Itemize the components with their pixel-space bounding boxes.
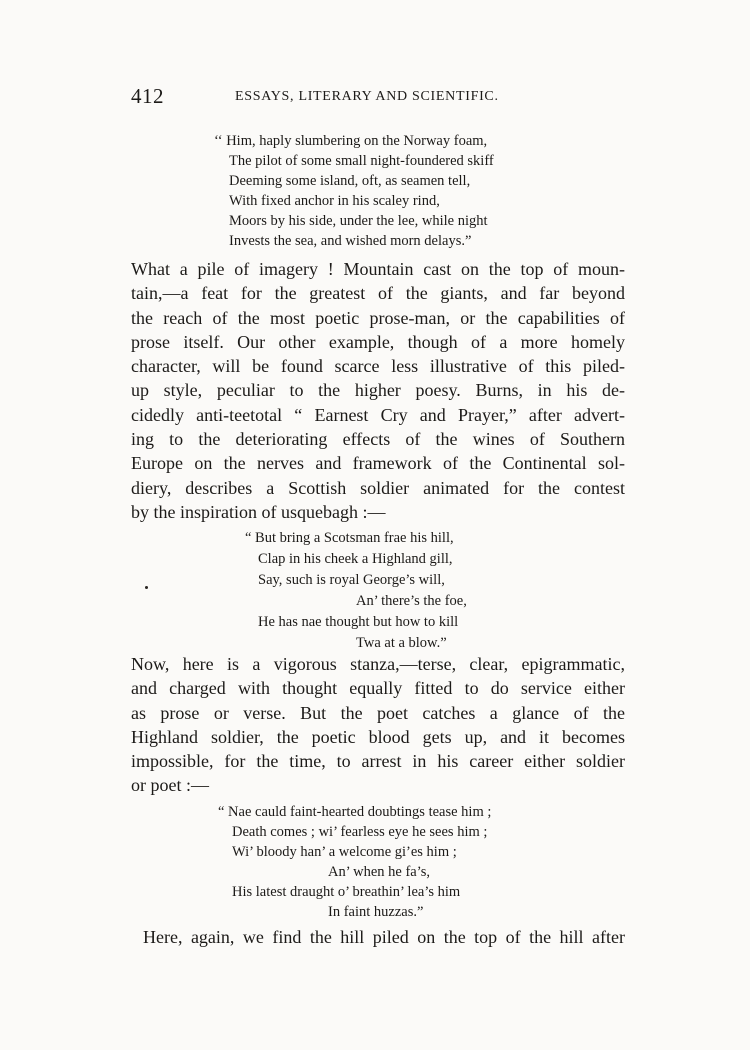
verse-line: Wi’ bloody han’ a welcome gi’es him ; [232,844,457,860]
paragraph-line: Highland soldier, the poetic blood gets up, and it becomes [131,726,625,747]
paragraph-line: as prose or verse. But the poet catches a glance of the [131,702,625,723]
paragraph-line: the reach of the most poetic prose-man, or the capabilities of [131,307,625,328]
verse-line: An’ there’s the foe, [356,593,467,609]
page-number: 412 [131,84,164,108]
verse-line: “ But bring a Scotsman frae his hill, [245,530,454,546]
body-paragraph [131,652,625,798]
verse-line: ‘‘ Him, haply slumbering on the Norway foam, [214,133,488,149]
paragraph-line: What a pile of imagery ! Mountain cast on the top of moun- [131,259,625,279]
paragraph-line: ing to the deteriorating effects of the wines of Southern [131,429,625,450]
paragraph-line: and charged with thought equally fitted to do service either [131,678,625,699]
body-paragraph [131,257,625,524]
paragraph-line: Europe on the nerves and framework of the Continental sol- [131,453,625,474]
verse-line: Clap in his cheek a Highland gill, [258,551,453,567]
stray-ink-mark [145,586,148,589]
paragraph-line: tain,—a feat for the greatest of the giants, and far beyond [131,283,625,304]
verse-line: Say, such is royal George’s will, [258,572,445,588]
verse-line: Moors by his side, under the lee, while night [229,213,488,229]
verse-quote-burns-1 [245,528,467,654]
paragraph-line: up style, peculiar to the higher poesy. Burns, in his de- [131,380,625,401]
verse-line: In faint huzzas.” [328,904,424,920]
paragraph-line: diery, describes a Scottish soldier animated for the contest [131,477,625,498]
verse-line: “ Nae cauld faint-hearted doubtings tease him ; [218,804,492,820]
paragraph-line: or poet :— [131,775,209,796]
verse-line: His latest draught o’ breathin’ lea’s him [232,884,461,900]
verse-line: An’ when he fa’s, [328,864,431,880]
paragraph-line: character, will be found scarce less illustrative of this piled- [131,356,625,377]
verse-line: The pilot of some small night-foundered skiff [229,153,494,169]
paragraph-line: Here, again, we find the hill piled on the top of the hill after [143,927,625,947]
paragraph-line: prose itself. Our other example, though of a more homely [131,331,625,352]
verse-line: He has nae thought but how to kill [258,614,459,630]
verse-line: Death comes ; wi’ fearless eye he sees him ; [232,824,488,840]
running-head: ESSAYS, LITERARY AND SCIENTIFIC. [235,89,499,104]
paragraph-line: cidedly anti-teetotal “ Earnest Cry and Prayer,” after advert- [131,404,625,425]
verse-quote-burns-2 [218,802,491,922]
verse-line: Twa at a blow.” [356,635,447,651]
paragraph-line: Now, here is a vigorous stanza,—terse, clear, epigrammatic, [131,654,625,674]
body-paragraph [131,925,625,949]
paragraph-line: by the inspiration of usquebagh :— [131,501,386,522]
page-header [131,84,624,112]
verse-quote-milton [214,131,494,251]
verse-line: Invests the sea, and wished morn delays.” [229,233,472,249]
paragraph-line: impossible, for the time, to arrest in his career either soldier [131,751,625,772]
verse-line: With fixed anchor in his scaley rind, [229,193,440,209]
verse-line: Deeming some island, oft, as seamen tell, [229,173,471,189]
